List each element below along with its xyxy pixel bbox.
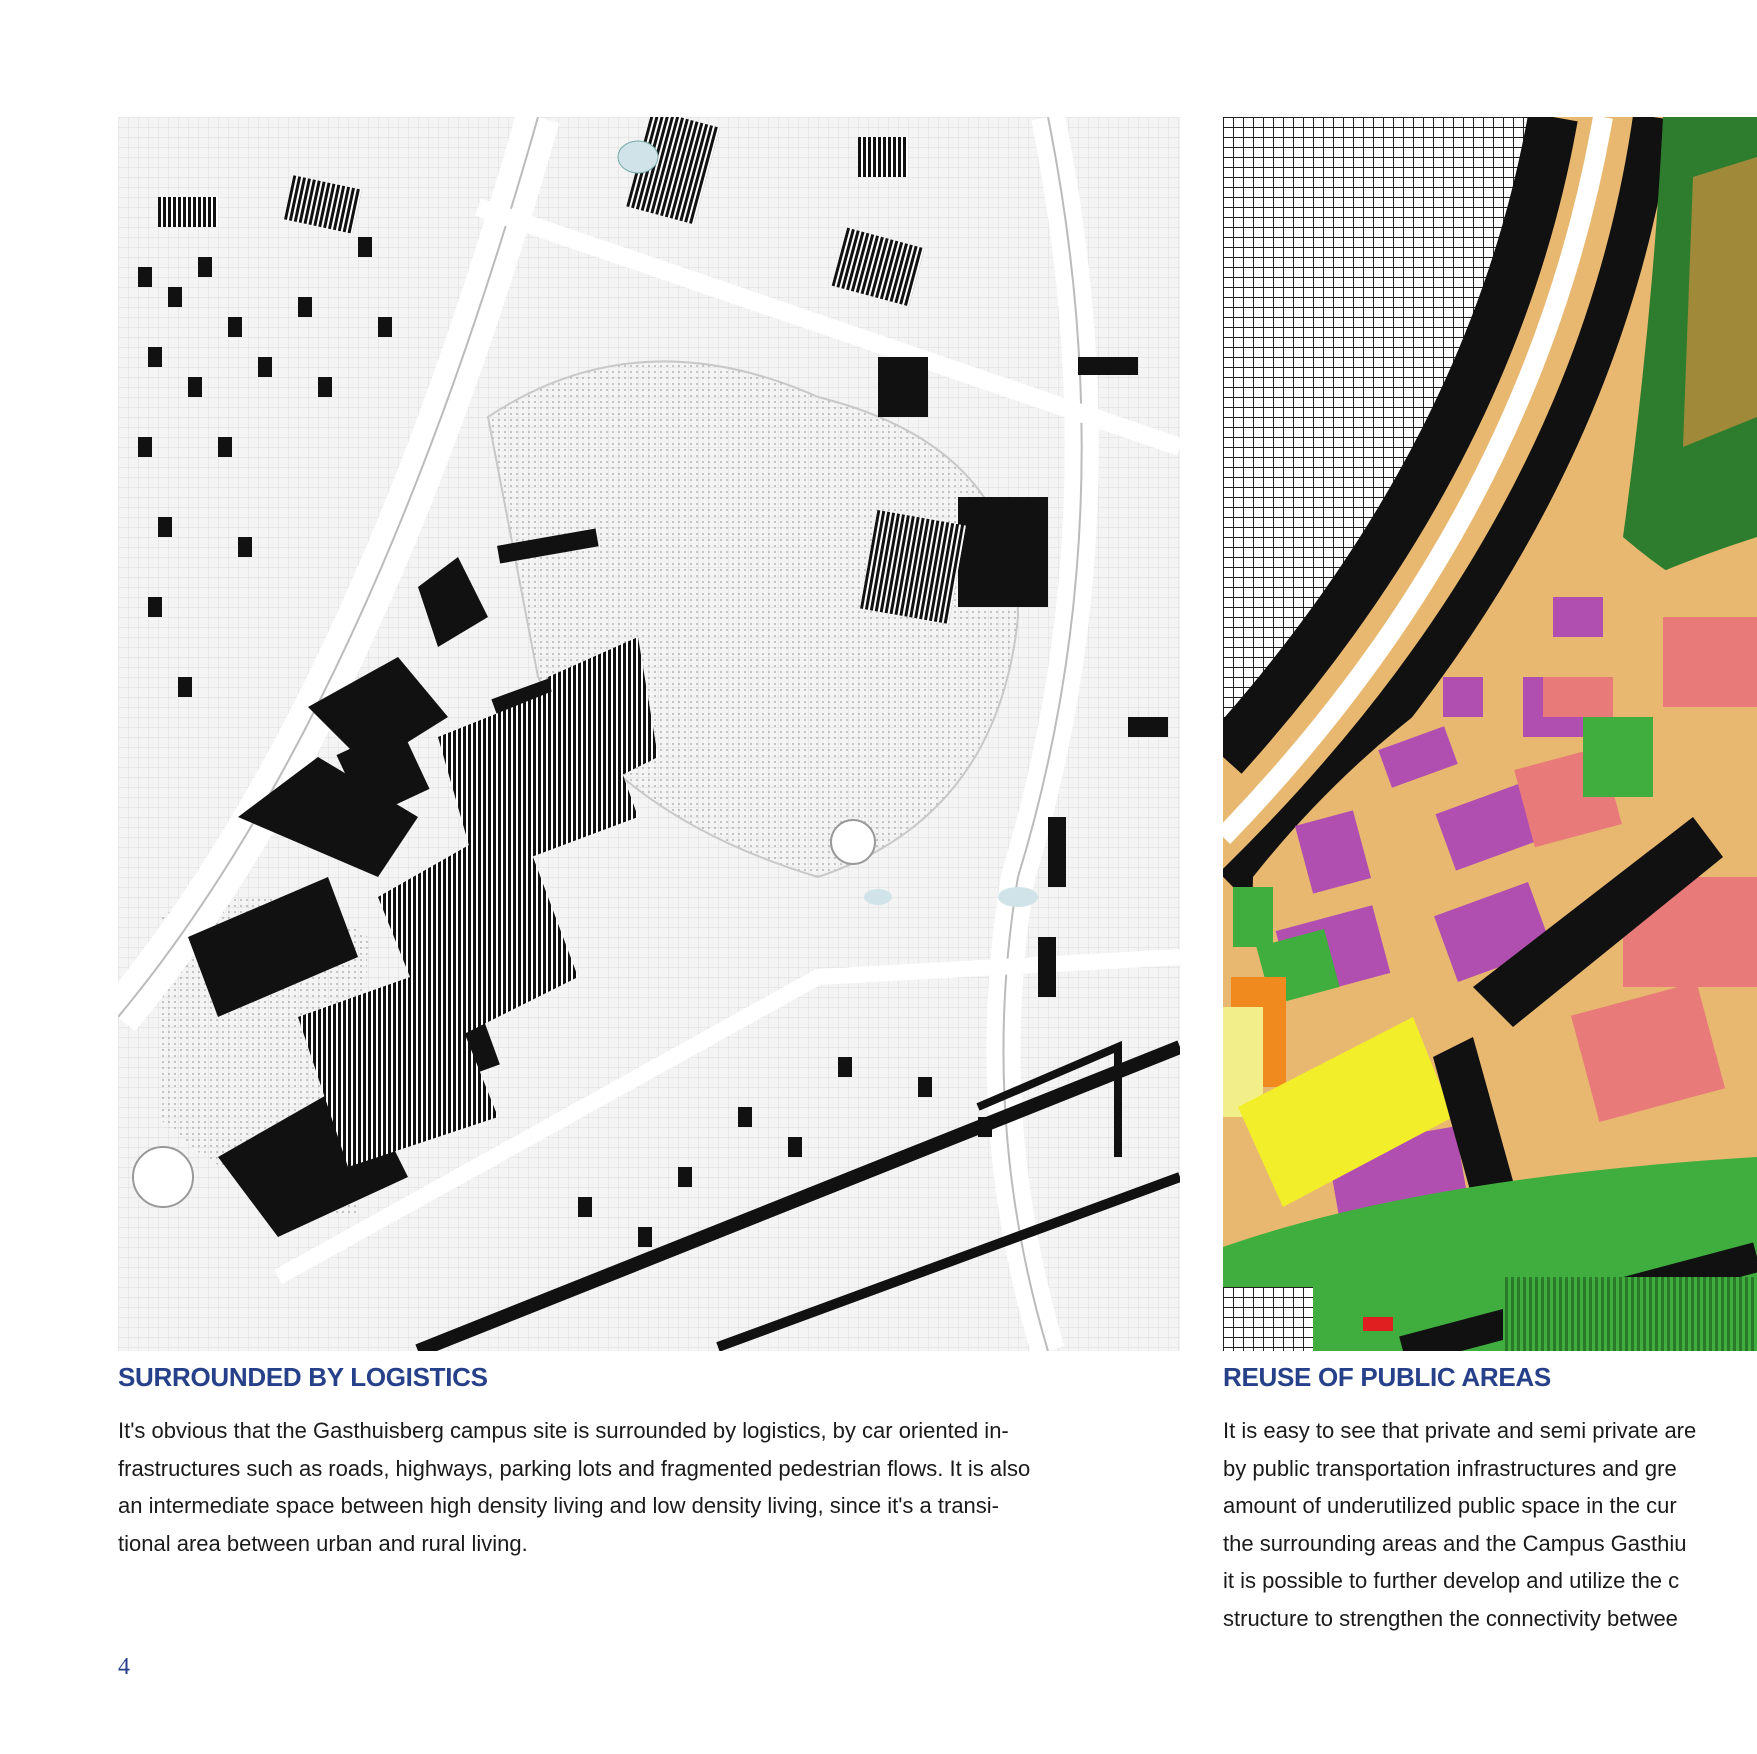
paragraph-line: the surrounding areas and the Campus Gasthiu (1223, 1530, 1687, 1556)
paragraph-line: frastructures such as roads, highways, parking lots and fragmented pedestrian flows. It is also (118, 1455, 1031, 1481)
paragraph-line: It's obvious that the Gasthuisberg campus site is surrounded by logistics, by car oriented in- (118, 1418, 1009, 1443)
body-paragraph (118, 1412, 1180, 1562)
paragraph-line: It is easy to see that private and semi private are (1223, 1418, 1697, 1443)
paragraph-line: structure to strengthen the connectivity betwee (1223, 1605, 1678, 1631)
land-use-drawing (1223, 117, 1757, 1351)
land-use-map (1223, 117, 1757, 1351)
paragraph-line: by public transportation infrastructures and gre (1223, 1455, 1677, 1481)
body-paragraph (1223, 1412, 1757, 1637)
paragraph-line: it is possible to further develop and utilize the c (1223, 1568, 1680, 1593)
section-heading: SURROUNDED BY LOGISTICS (118, 1362, 488, 1392)
site-plan-drawing (118, 117, 1180, 1351)
site-plan-map (118, 117, 1180, 1351)
paragraph-line: an intermediate space between high density living and low density living, since it's a transi- (118, 1493, 1000, 1518)
page-number: 4 (118, 1654, 130, 1680)
paragraph-line: amount of underutilized public space in the cur (1223, 1493, 1677, 1518)
section-heading: REUSE OF PUBLIC AREAS (1223, 1362, 1551, 1392)
paragraph-line: tional area between urban and rural living. (118, 1530, 528, 1556)
